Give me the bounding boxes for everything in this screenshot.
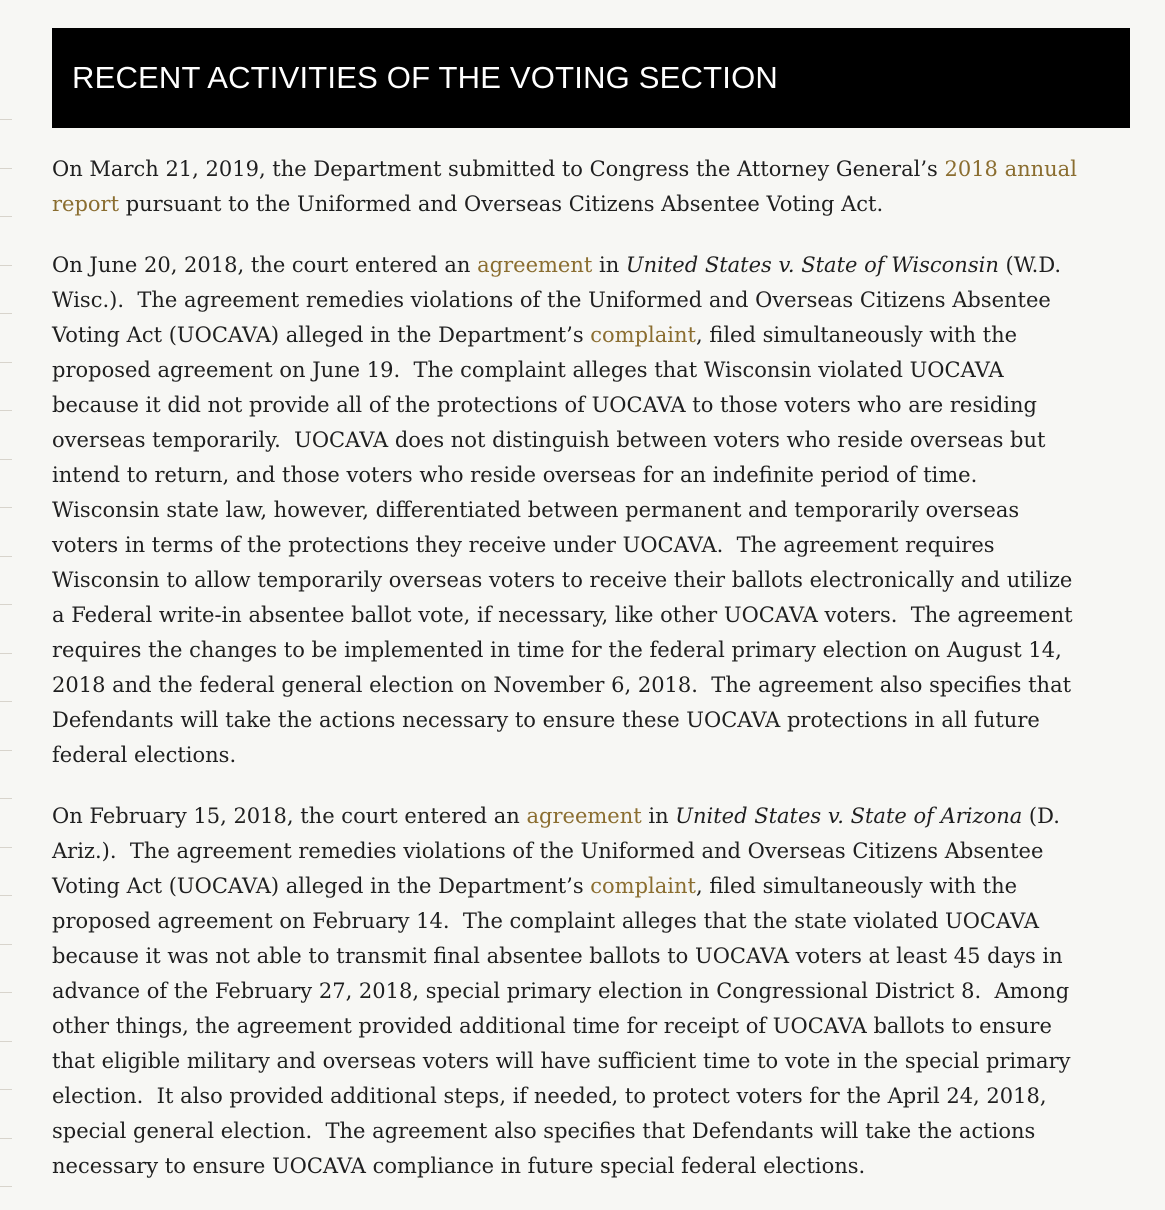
- text: necessary to ensure UOCAVA compliance in future special federal elections.: [52, 1154, 866, 1178]
- text: Wisconsin state law, however, differentiated between permanent and temporarily overseas: [52, 498, 1020, 522]
- ruler-tick: [0, 1041, 12, 1042]
- text-line: [52, 528, 1132, 563]
- inline-link[interactable]: complaint: [590, 323, 696, 347]
- text-line: [52, 1114, 1132, 1149]
- text-line: [52, 318, 1132, 353]
- text-line: [52, 703, 1132, 738]
- ruler-tick: [0, 216, 12, 217]
- text-line: [52, 598, 1132, 633]
- ruler-tick: [0, 119, 12, 120]
- text-line: [52, 1044, 1132, 1079]
- text: proposed agreement on June 19. The complaint alleges that Wisconsin violated UOCAVA: [52, 358, 1004, 382]
- text: Defendants will take the actions necessary to ensure these UOCAVA protections in all future: [52, 708, 1040, 732]
- text: advance of the February 27, 2018, special primary election in Congressional District 8. Among: [52, 979, 1070, 1003]
- ruler-tick: [0, 1186, 12, 1187]
- ruler-tick: [0, 459, 12, 460]
- text: other things, the agreement provided additional time for receipt of UOCAVA ballots to ensure: [52, 1014, 1052, 1038]
- case-name: United States v. State of Arizona: [675, 804, 1023, 828]
- text: federal elections.: [52, 743, 237, 767]
- ruler-tick: [0, 653, 12, 654]
- text-line: [52, 458, 1132, 493]
- text: , filed simultaneously with the: [695, 323, 1018, 347]
- text: election. It also provided additional steps, if needed, to protect voters for the April 24, 2018,: [52, 1084, 1047, 1108]
- text: in: [641, 804, 676, 828]
- text-line: [52, 423, 1132, 458]
- inline-link[interactable]: agreement: [477, 253, 593, 277]
- text-line: [52, 834, 1132, 869]
- ruler-tick: [0, 556, 12, 557]
- inline-link[interactable]: report: [52, 192, 120, 216]
- margin-ruler: [0, 0, 14, 1200]
- text: Wisconsin to allow temporarily overseas voters to receive their ballots electronically and utilize: [52, 568, 1073, 592]
- inline-link[interactable]: complaint: [590, 874, 696, 898]
- section-header: [52, 28, 1130, 128]
- text: On March 21, 2019, the Department submitted to Congress the Attorney General’s: [52, 157, 945, 181]
- section-title: RECENT ACTIVITIES OF THE VOTING SECTION: [72, 60, 778, 95]
- text-line: [52, 1009, 1132, 1044]
- inline-link[interactable]: agreement: [526, 804, 642, 828]
- ruler-tick: [0, 701, 12, 702]
- text: Wisc.). The agreement remedies violations of the Uniformed and Overseas Citizens Absentee: [52, 288, 1051, 312]
- inline-link[interactable]: 2018 annual: [944, 157, 1077, 181]
- text: Voting Act (UOCAVA) alleged in the Department’s: [52, 323, 591, 347]
- text: because it was not able to transmit final absentee ballots to UOCAVA voters at least 45 days in: [52, 944, 1063, 968]
- text-line: [52, 248, 1132, 283]
- text: voters in terms of the protections they receive under UOCAVA. The agreement requires: [52, 533, 995, 557]
- text: intend to return, and those voters who reside overseas for an indefinite period of time.: [52, 463, 978, 487]
- ruler-tick: [0, 798, 12, 799]
- ruler-tick: [0, 1138, 12, 1139]
- text: (W.D.: [998, 253, 1062, 277]
- ruler-tick: [0, 944, 12, 945]
- text: overseas temporarily. UOCAVA does not distinguish between voters who reside overseas but: [52, 428, 1046, 452]
- ruler-tick: [0, 847, 12, 848]
- ruler-tick: [0, 895, 12, 896]
- text: pursuant to the Uniformed and Overseas Citizens Absentee Voting Act.: [119, 192, 884, 216]
- paragraph: [52, 248, 1132, 773]
- text: in: [592, 253, 626, 277]
- ruler-tick: [0, 1089, 12, 1090]
- text-line: [52, 187, 1132, 222]
- ruler-tick: [0, 604, 12, 605]
- text-line: [52, 974, 1132, 1009]
- text: requires the changes to be implemented in time for the federal primary election on August 14,: [52, 638, 1062, 662]
- text: , filed simultaneously with the: [695, 874, 1018, 898]
- ruler-tick: [0, 313, 12, 314]
- text: Voting Act (UOCAVA) alleged in the Department’s: [52, 874, 591, 898]
- text-line: [52, 1149, 1132, 1184]
- text-line: [52, 633, 1132, 668]
- article-content: [52, 152, 1132, 1210]
- ruler-tick: [0, 265, 12, 266]
- text: On February 15, 2018, the court entered an: [52, 804, 527, 828]
- case-name: United States v. State of Wisconsin: [625, 253, 999, 277]
- text-line: [52, 283, 1132, 318]
- text-line: [52, 388, 1132, 423]
- text: On June 20, 2018, the court entered an: [52, 253, 478, 277]
- ruler-tick: [0, 362, 12, 363]
- text-line: [52, 563, 1132, 598]
- text: special general election. The agreement also specifies that Defendants will take the actions: [52, 1119, 1036, 1143]
- text: because it did not provide all of the protections of UOCAVA to those voters who are residing: [52, 393, 1037, 417]
- ruler-tick: [0, 410, 12, 411]
- text: (D.: [1022, 804, 1060, 828]
- ruler-tick: [0, 992, 12, 993]
- ruler-tick: [0, 507, 12, 508]
- paragraph: [52, 799, 1132, 1184]
- text-line: [52, 493, 1132, 528]
- text-line: [52, 738, 1132, 773]
- text-line: [52, 799, 1132, 834]
- text-line: [52, 904, 1132, 939]
- text-line: [52, 353, 1132, 388]
- text-line: [52, 869, 1132, 904]
- text: proposed agreement on February 14. The complaint alleges that the state violated UOCAVA: [52, 909, 1039, 933]
- text-line: [52, 668, 1132, 703]
- text: Ariz.). The agreement remedies violations of the Uniformed and Overseas Citizens Absentee: [52, 839, 1044, 863]
- text-line: [52, 152, 1132, 187]
- text: 2018 and the federal general election on November 6, 2018. The agreement also specifies that: [52, 673, 1072, 697]
- ruler-tick: [0, 168, 12, 169]
- ruler-tick: [0, 750, 12, 751]
- text: that eligible military and overseas voters will have sufficient time to vote in the special primary: [52, 1049, 1071, 1073]
- text-line: [52, 939, 1132, 974]
- text: a Federal write-in absentee ballot vote, if necessary, like other UOCAVA voters. The agreement: [52, 603, 1073, 627]
- text-line: [52, 1079, 1132, 1114]
- paragraph: [52, 152, 1132, 222]
